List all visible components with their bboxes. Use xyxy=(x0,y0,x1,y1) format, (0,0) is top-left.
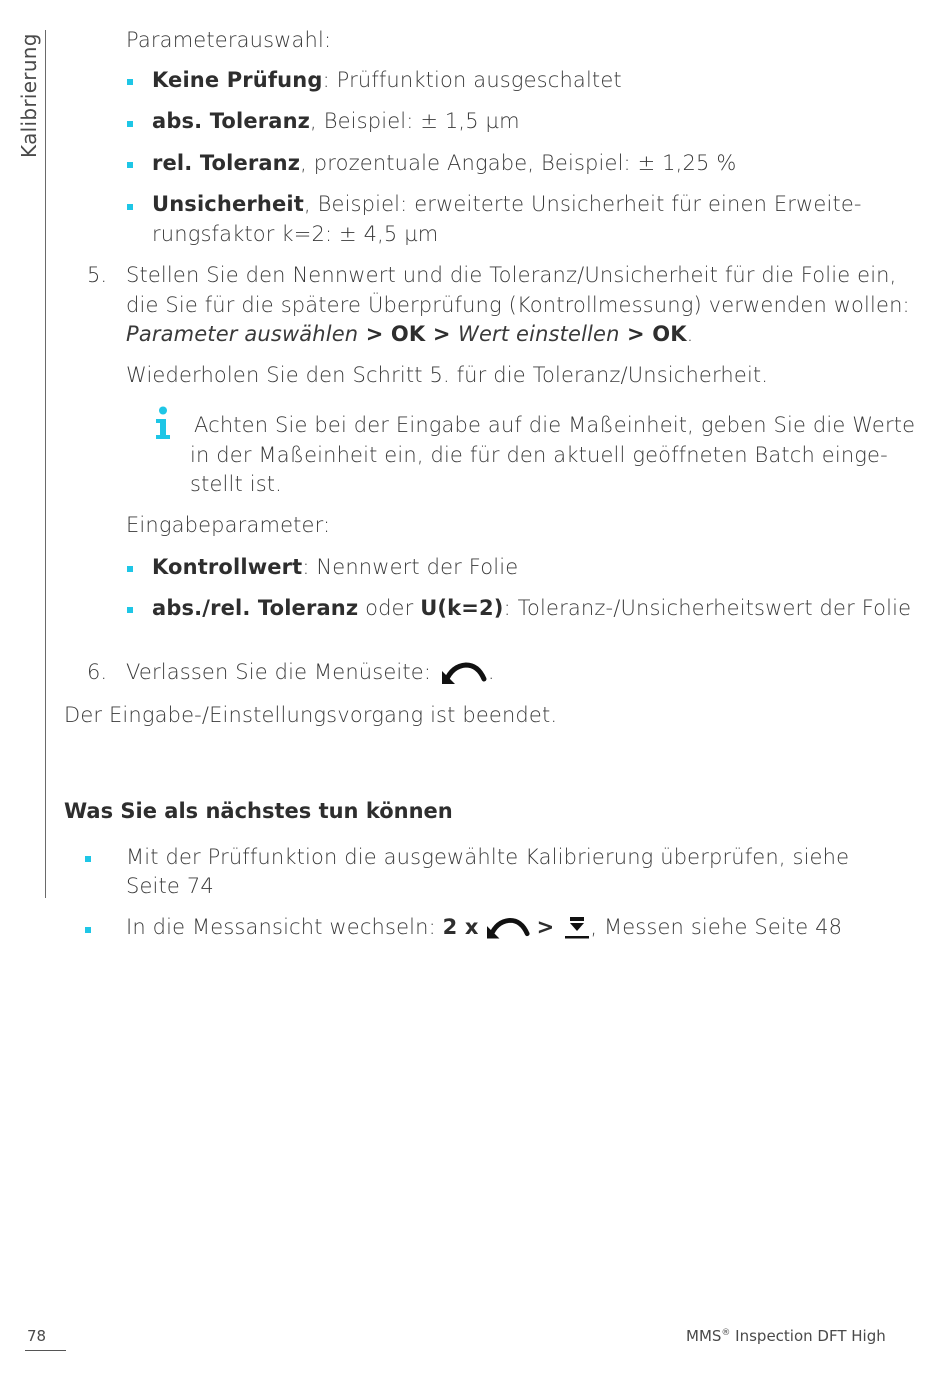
input-item xyxy=(152,593,911,623)
menu-path-end: . xyxy=(686,322,694,346)
menu-path-item: Parameter auswählen xyxy=(126,322,359,346)
footer-rule xyxy=(25,1350,66,1351)
param-item xyxy=(152,148,736,178)
product-name xyxy=(686,1327,886,1345)
step6-text: Verlassen Sie die Menüseite: xyxy=(126,660,438,684)
result-text: Der Eingabe-/Einstellungsvorgang ist beendet. xyxy=(64,703,558,727)
input-item xyxy=(152,552,518,582)
product-model: Inspection DFT High xyxy=(730,1327,886,1345)
next-item-line: Seite 74 xyxy=(126,874,214,898)
info-note-line: in der Maßeinheit ein, die für den aktuell geöffneten Batch einge- xyxy=(190,443,888,467)
param-term: abs. Toleranz xyxy=(152,109,311,133)
param-item xyxy=(152,65,622,95)
info-note-line: stellt ist. xyxy=(190,472,283,496)
param-item xyxy=(152,189,862,219)
step-number: 6. xyxy=(87,660,108,684)
next-steps-heading: Was Sie als nächstes tun können xyxy=(64,799,453,823)
next-item-text: In die Messansicht wechseln: xyxy=(126,915,443,939)
params-intro: Parameterauswahl: xyxy=(126,28,332,52)
side-section-label xyxy=(2,30,54,158)
page-number: 78 xyxy=(27,1327,47,1345)
input-text: : Nennwert der Folie xyxy=(302,555,519,579)
bullet-icon xyxy=(127,121,133,127)
back-arrow-icon xyxy=(442,660,488,686)
side-divider xyxy=(45,30,46,898)
input-text: : Toleranz-/Unsicherheitswert der Folie xyxy=(503,596,912,620)
menu-path-item: Wert einstellen xyxy=(458,322,620,346)
bullet-icon xyxy=(127,607,133,613)
next-item-gt: > xyxy=(536,915,555,939)
param-term: Keine Prüfung xyxy=(152,68,323,92)
param-text: Beispiel: erweiterte Unsicherheit für einen Erweite- xyxy=(317,192,862,216)
next-item-count: 2 x xyxy=(442,915,479,939)
next-item-line xyxy=(126,912,842,942)
input-term: Kontrollwert xyxy=(152,555,303,579)
next-item-text: , Messen siehe Seite 48 xyxy=(590,915,843,939)
param-sep: , xyxy=(300,151,314,175)
bullet-icon xyxy=(127,79,133,85)
back-arrow-icon xyxy=(487,915,531,941)
measure-view-icon xyxy=(564,915,590,941)
param-sep: : xyxy=(322,68,337,92)
param-text-continued: rungsfaktor k=2: ± 4,5 µm xyxy=(152,222,439,246)
step-number: 5. xyxy=(87,263,108,287)
param-sep: , xyxy=(310,109,324,133)
param-sep: , xyxy=(303,192,318,216)
input-term: abs./rel. Toleranz xyxy=(152,596,359,620)
input-intro: Eingabeparameter: xyxy=(126,513,331,537)
param-text: Prüffunktion ausgeschaltet xyxy=(336,68,622,92)
registered-mark: ® xyxy=(721,1328,731,1338)
info-icon xyxy=(153,406,173,440)
param-term: Unsicherheit xyxy=(152,192,304,216)
param-term: rel. Toleranz xyxy=(152,151,301,175)
param-text: Beispiel: ± 1,5 µm xyxy=(323,109,520,133)
bullet-icon xyxy=(127,204,133,210)
step6-line xyxy=(126,657,495,687)
input-mid: oder xyxy=(358,596,421,620)
step6-end: . xyxy=(487,660,495,684)
step5-line: Stellen Sie den Nennwert und die Toleranz/Unsicherheit für die Folie ein, xyxy=(126,263,897,287)
bullet-icon xyxy=(85,856,91,862)
step5-repeat: Wiederholen Sie den Schritt 5. für die Toleranz/Unsicherheit. xyxy=(126,363,769,387)
step5-menu-path xyxy=(126,319,694,349)
step5-line: die Sie für die spätere Überprüfung (Kontrollmessung) verwenden wollen: xyxy=(126,293,910,317)
product-brand: MMS xyxy=(686,1327,722,1345)
side-section-label-text: Kalibrierung xyxy=(17,33,41,158)
info-note-line: Achten Sie bei der Eingabe auf die Maßeinheit, geben Sie die Werte xyxy=(194,413,916,437)
menu-path-sep: > OK xyxy=(619,322,687,346)
input-term: U(k=2) xyxy=(420,596,504,620)
next-item-line: Mit der Prüffunktion die ausgewählte Kalibrierung überprüfen, siehe xyxy=(126,845,850,869)
param-text: prozentuale Angabe, Beispiel: ± 1,25 % xyxy=(313,151,737,175)
param-item xyxy=(152,106,520,136)
bullet-icon xyxy=(127,162,133,168)
menu-path-sep: > OK > xyxy=(358,322,459,346)
bullet-icon xyxy=(85,927,91,933)
bullet-icon xyxy=(127,566,133,572)
